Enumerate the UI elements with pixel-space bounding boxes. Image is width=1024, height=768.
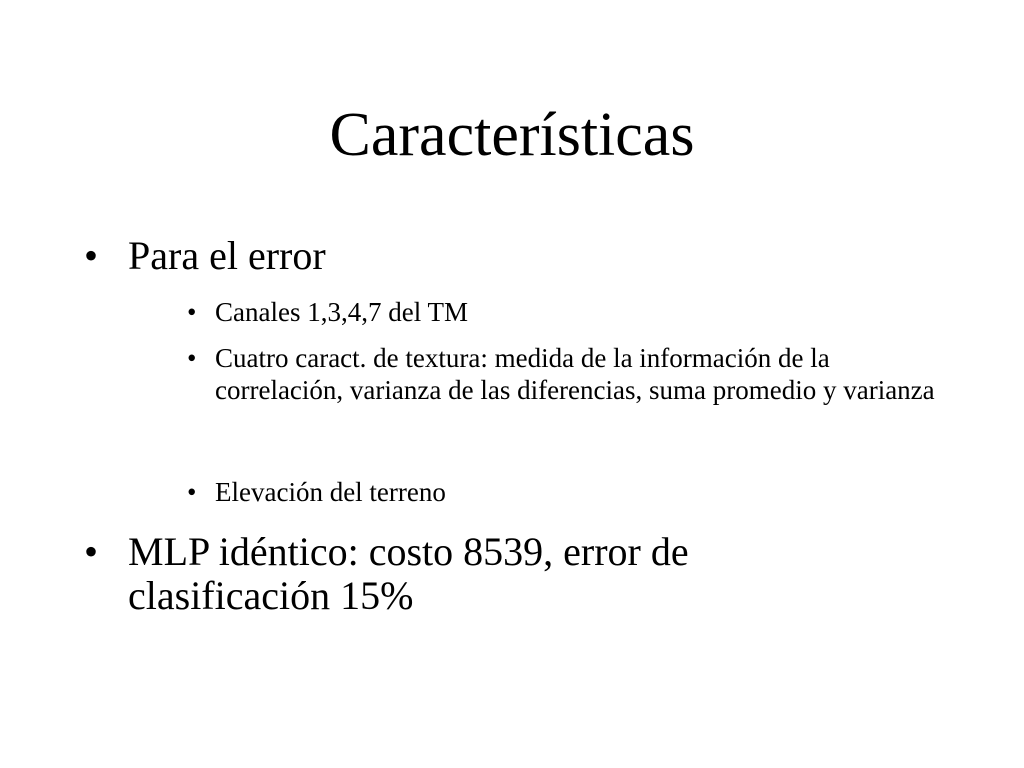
sub-bullet-text: Cuatro caract. de textura: medida de la información de la correlación, varianza de las diferencias, suma promedio y varianza xyxy=(215,343,935,405)
bullet-icon: • xyxy=(84,529,99,574)
bullet-icon: • xyxy=(187,343,197,373)
bullet-text: MLP idéntico: costo 8539, error de clasificación 15% xyxy=(128,529,689,618)
bullet-icon: • xyxy=(187,477,197,507)
sub-bullet-canales xyxy=(187,296,935,328)
sub-bullet-text: Canales 1,3,4,7 del TM xyxy=(215,297,468,327)
bullet-text: Para el error xyxy=(128,233,326,278)
sub-bullet-text: Elevación del terreno xyxy=(215,477,446,507)
bullet-para-el-error xyxy=(84,233,828,278)
bullet-mlp xyxy=(84,529,828,618)
sub-bullet-elevacion xyxy=(187,476,935,508)
bullet-icon: • xyxy=(84,233,99,278)
sub-bullet-textura xyxy=(187,342,935,406)
slide-title: Características xyxy=(329,101,695,169)
bullet-icon: • xyxy=(187,297,197,327)
